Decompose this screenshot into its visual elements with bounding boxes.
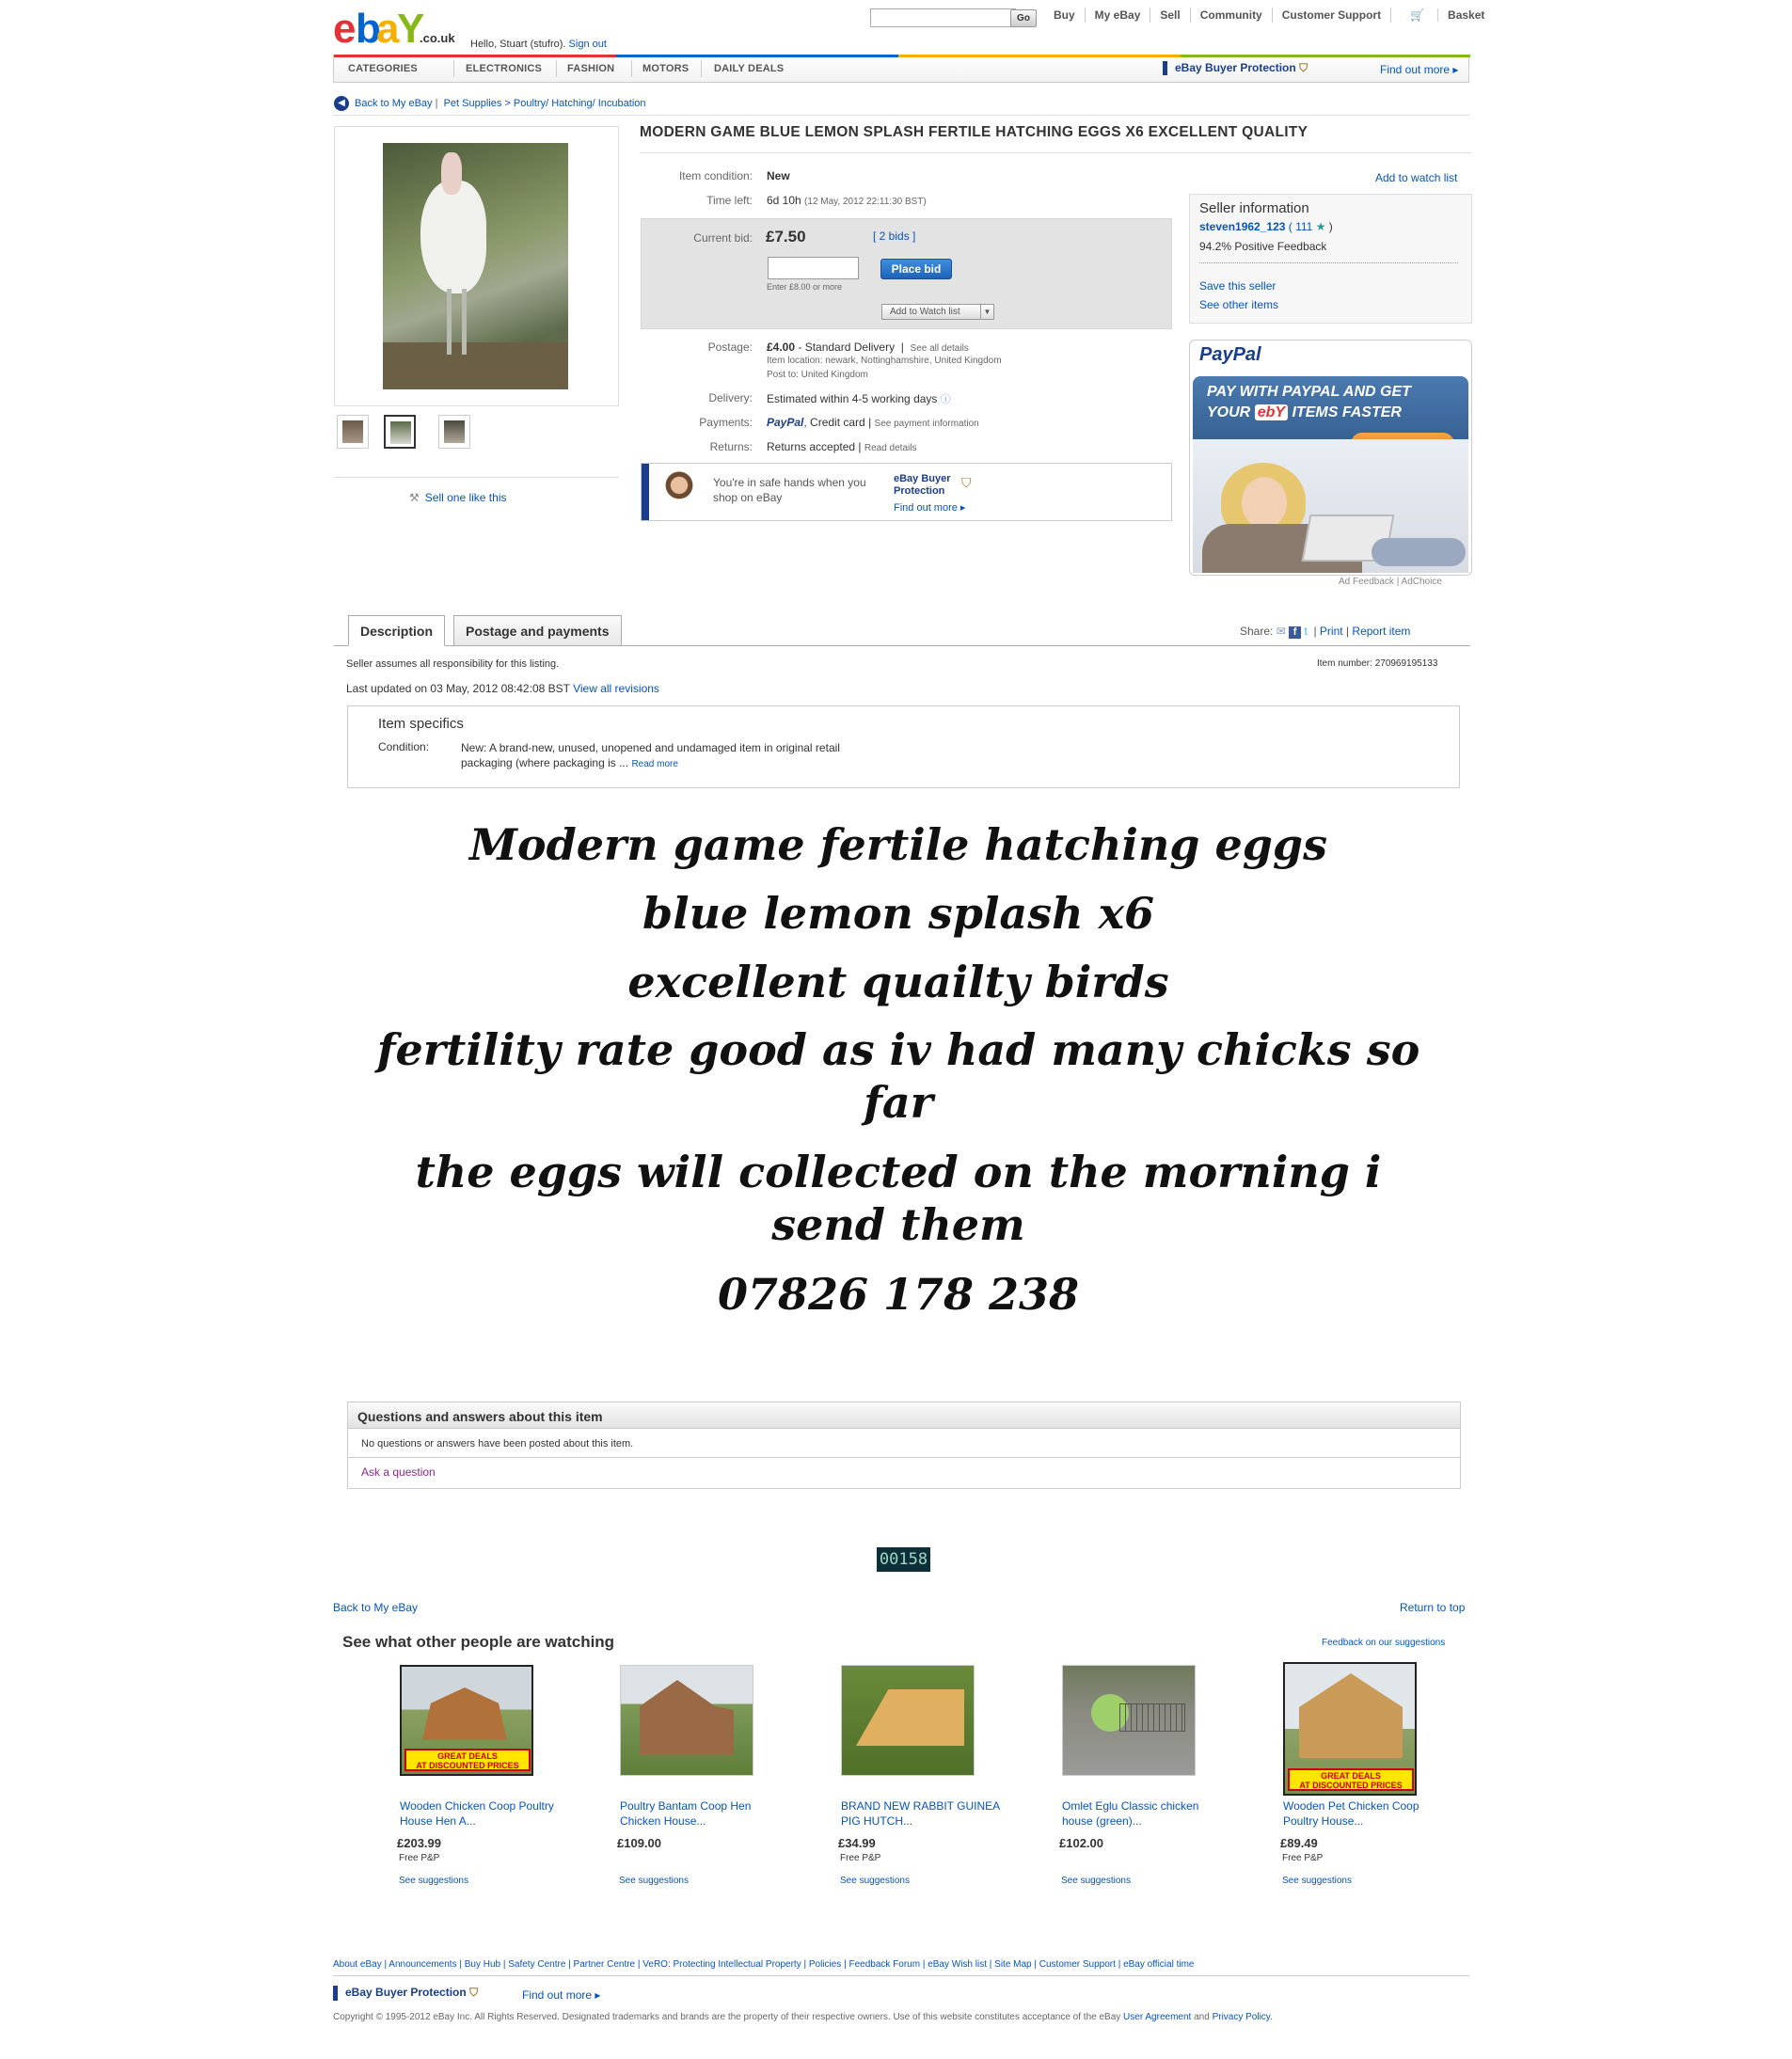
save-seller-link[interactable]: Save this seller bbox=[1199, 279, 1277, 293]
ebp-find-link[interactable]: Find out more ▸ bbox=[894, 502, 966, 514]
footer-ebp-label: eBay Buyer Protection bbox=[345, 1986, 467, 2000]
time-left-label: Time left: bbox=[706, 194, 753, 207]
color-stripe bbox=[334, 55, 616, 57]
description-line: excellent quailty birds bbox=[627, 957, 1169, 1007]
ask-question-link[interactable]: Ask a question bbox=[361, 1465, 436, 1479]
nav-community[interactable]: Community bbox=[1190, 8, 1272, 23]
safe-hands-banner[interactable] bbox=[641, 463, 1172, 521]
ebp-label: eBay Buyer Protection bbox=[894, 473, 951, 497]
place-bid-button[interactable]: Place bid bbox=[880, 259, 952, 279]
product-price: £203.99 bbox=[397, 1836, 441, 1850]
description-line: Modern game fertile hatching eggs bbox=[469, 819, 1327, 870]
updated-prefix: Last updated on bbox=[346, 682, 428, 695]
product-price: £89.49 bbox=[1280, 1836, 1318, 1850]
see-suggestions-link[interactable]: See suggestions bbox=[399, 1876, 468, 1886]
hutch-shape bbox=[856, 1689, 964, 1746]
returns-text: Returns accepted bbox=[767, 440, 856, 453]
share-row: Share: ✉ f t | Print | Report item bbox=[1240, 625, 1411, 638]
top-nav bbox=[1044, 8, 1503, 23]
bid-amount-input[interactable] bbox=[768, 257, 859, 279]
see-payment-link[interactable]: See payment information bbox=[874, 419, 979, 429]
description-line: the eggs will collected on the morning i send them bbox=[415, 1147, 1382, 1250]
watching-heading: See what other people are watching bbox=[342, 1633, 615, 1651]
item-title: MODERN GAME BLUE LEMON SPLASH FERTILE HATCHING EGGS X6 EXCELLENT QUALITY bbox=[640, 124, 1308, 140]
thumbnail-2[interactable] bbox=[384, 415, 416, 449]
product-image[interactable] bbox=[620, 1665, 753, 1776]
feedback-suggestions-link[interactable]: Feedback on our suggestions bbox=[1322, 1638, 1446, 1648]
delivery-text: Estimated within 4-5 working days bbox=[767, 392, 938, 405]
tab-postage-and-payments[interactable]: Postage and payments bbox=[453, 615, 622, 646]
sign-out-link[interactable]: Sign out bbox=[568, 39, 607, 50]
copyright-text: Copyright © 1995-2012 eBay Inc. All Rights Reserved. Designated trademarks and brands are the property of their respective owners. Use of this website constitutes acceptance of the eBay bbox=[333, 2012, 1121, 2022]
cat-motors[interactable]: MOTORS bbox=[642, 63, 690, 74]
see-suggestions-link[interactable]: See suggestions bbox=[1282, 1876, 1352, 1886]
basket-label: Basket bbox=[1437, 8, 1494, 22]
returns-label: Returns: bbox=[709, 440, 753, 453]
email-icon[interactable]: ✉ bbox=[1276, 625, 1286, 638]
logo-letter: a bbox=[376, 6, 396, 52]
cat-fashion[interactable]: FASHION bbox=[567, 63, 615, 74]
specifics-condition-label: Condition: bbox=[378, 740, 430, 753]
seller-info-box bbox=[1189, 194, 1472, 324]
color-stripe bbox=[616, 55, 898, 57]
bid-count-link[interactable]: [ 2 bids ] bbox=[873, 230, 916, 243]
nav-customer-support[interactable]: Customer Support bbox=[1272, 8, 1390, 23]
delivery-label: Delivery: bbox=[708, 391, 753, 404]
search-go-button[interactable]: Go bbox=[1010, 9, 1037, 27]
sell-one-like-this-link[interactable] bbox=[409, 491, 506, 504]
deal-line: GREAT DEALS bbox=[437, 1751, 498, 1761]
specifics-heading: Item specifics bbox=[378, 716, 464, 732]
dotted-divider bbox=[1199, 262, 1458, 263]
product-name[interactable]: Poultry Bantam Coop Hen Chicken House... bbox=[620, 1799, 752, 1828]
current-bid-value: £7.50 bbox=[766, 228, 806, 245]
ad-your: YOUR bbox=[1207, 404, 1251, 420]
ad-faster: ITEMS FASTER bbox=[1292, 404, 1402, 420]
product-name[interactable]: Wooden Pet Chicken Coop Poultry House... bbox=[1283, 1799, 1419, 1828]
payments-label: Payments: bbox=[699, 416, 753, 429]
shield-icon: ⛉ bbox=[469, 1986, 479, 2000]
thumbnail-1[interactable] bbox=[337, 415, 369, 449]
product-price: £102.00 bbox=[1059, 1836, 1103, 1850]
person-legs bbox=[1372, 538, 1466, 566]
shield-icon: ⛉ bbox=[1299, 61, 1308, 74]
item-number: Item number: 270969195133 bbox=[1317, 658, 1438, 669]
divider bbox=[333, 115, 1469, 116]
deal-line: AT DISCOUNTED PRICES bbox=[1299, 1781, 1403, 1790]
feedback-percent: 94.2% Positive Feedback bbox=[1199, 240, 1327, 253]
chevron-down-icon[interactable]: ▼ bbox=[980, 305, 993, 319]
color-stripe bbox=[1181, 55, 1470, 57]
protection-bar bbox=[642, 464, 649, 520]
read-details-link[interactable]: Read details bbox=[864, 443, 917, 453]
nav-sell[interactable]: Sell bbox=[1150, 8, 1189, 23]
divider bbox=[701, 60, 702, 77]
footer-buyer-protection[interactable] bbox=[333, 1986, 478, 2001]
divider bbox=[333, 1975, 1469, 1976]
logo-suffix: .co.uk bbox=[420, 31, 455, 45]
logo-letter: b bbox=[356, 6, 377, 52]
image-ground bbox=[383, 342, 568, 389]
product-name[interactable]: Omlet Eglu Classic chicken house (green)... bbox=[1062, 1799, 1199, 1828]
category-path-link[interactable]: Pet Supplies > Poultry/ Hatching/ Incubation bbox=[443, 97, 646, 109]
score-close: ) bbox=[1328, 220, 1333, 233]
divider bbox=[556, 60, 557, 77]
coop-shape bbox=[640, 1680, 734, 1755]
see-suggestions-link[interactable]: See suggestions bbox=[619, 1876, 689, 1886]
nav-my-ebay[interactable]: My eBay bbox=[1085, 8, 1150, 23]
chicken-neck bbox=[441, 152, 462, 195]
protection-bar bbox=[1163, 61, 1167, 75]
see-other-items-link[interactable]: See other items bbox=[1199, 298, 1279, 311]
privacy-policy-link[interactable]: Privacy Policy. bbox=[1212, 2012, 1273, 2022]
qa-divider bbox=[348, 1457, 1460, 1458]
footer-find-out-more-link[interactable]: Find out more ▸ bbox=[522, 1988, 601, 2002]
condition-label: Item condition: bbox=[678, 169, 753, 182]
description-line: blue lemon splash x6 bbox=[642, 888, 1155, 939]
product-image[interactable] bbox=[1062, 1665, 1196, 1776]
ebay-logo[interactable] bbox=[333, 6, 455, 53]
buyer-protection-badge[interactable] bbox=[1163, 61, 1308, 75]
last-updated bbox=[346, 682, 659, 695]
divider bbox=[453, 60, 454, 77]
cat-electronics[interactable]: ELECTRONICS bbox=[466, 63, 543, 74]
product-image[interactable] bbox=[400, 1665, 533, 1776]
run-shape bbox=[1119, 1703, 1185, 1732]
cat-daily-deals[interactable]: DAILY DEALS bbox=[714, 63, 785, 74]
add-to-watch-list-button[interactable] bbox=[881, 304, 994, 320]
basket-icon: 🛒 bbox=[1410, 8, 1425, 22]
paypal-logo: PayPal bbox=[767, 416, 804, 429]
product-postage: Free P&P bbox=[1282, 1853, 1324, 1863]
gavel-icon: ⚒ bbox=[409, 491, 420, 504]
deal-line: AT DISCOUNTED PRICES bbox=[416, 1761, 519, 1770]
updated-date: 03 May, 2012 08:42:08 BST bbox=[430, 682, 570, 695]
delivery-value bbox=[767, 391, 951, 406]
product-image[interactable] bbox=[841, 1665, 975, 1776]
paypal-ad-logo: PayPal bbox=[1199, 344, 1261, 365]
product-name[interactable]: BRAND NEW RABBIT GUINEA PIG HUTCH... bbox=[841, 1799, 1000, 1828]
logo-letter: e bbox=[333, 6, 353, 52]
description-line: 07826 178 238 bbox=[717, 1269, 1080, 1320]
shield-icon: ⛉ bbox=[961, 475, 972, 490]
person-face bbox=[1242, 477, 1287, 529]
read-more-link[interactable]: Read more bbox=[631, 759, 678, 769]
great-deals-badge bbox=[1288, 1768, 1414, 1791]
chicken-leg bbox=[462, 289, 467, 355]
product-postage: Free P&P bbox=[840, 1853, 881, 1863]
report-item-link[interactable]: Report item bbox=[1352, 625, 1411, 638]
visitor-counter: 00158 bbox=[877, 1547, 930, 1572]
item-location: Item location: newark, Nottinghamshire, United Kingdom bbox=[767, 356, 1002, 366]
print-link[interactable]: Print bbox=[1319, 625, 1343, 638]
description-line: fertility rate good as iv had many chicks so far bbox=[376, 1024, 1420, 1128]
postage-cost: £4.00 bbox=[767, 341, 796, 354]
condition-text: New: A brand-new, unused, unopened and undamaged item in original retail packaging (where packaging is ... bbox=[461, 741, 840, 769]
share-label: Share: bbox=[1240, 625, 1274, 638]
breadcrumb: ◀ Back to My eBay | Pet Supplies > Poultry/ Hatching/ Incubation bbox=[334, 96, 646, 111]
end-date: (12 May, 2012 22:11:30 BST) bbox=[804, 197, 927, 207]
deal-line: GREAT DEALS bbox=[1321, 1771, 1381, 1781]
product-postage: Free P&P bbox=[399, 1853, 440, 1863]
protection-label: eBay Buyer Protection bbox=[1175, 61, 1296, 74]
bid-hint: Enter £8.00 or more bbox=[767, 282, 843, 292]
back-arrow-icon[interactable]: ◀ bbox=[334, 96, 349, 111]
returns-value: Returns accepted | Read details bbox=[767, 440, 917, 453]
product-name[interactable]: Wooden Chicken Coop Poultry House Hen A... bbox=[400, 1799, 554, 1828]
twitter-icon[interactable]: t bbox=[1304, 625, 1308, 638]
add-to-watch-list-link[interactable]: Add to watch list bbox=[1375, 171, 1458, 184]
thumbnail-3[interactable] bbox=[438, 415, 470, 449]
safe-hands-text: You're in safe hands when you shop on eBay bbox=[713, 476, 866, 504]
responsibility-note: Seller assumes all responsibility for this listing. bbox=[346, 658, 560, 670]
return-to-top-link[interactable]: Return to top bbox=[1400, 1601, 1466, 1614]
facebook-icon[interactable]: f bbox=[1289, 626, 1301, 639]
ad-feedback[interactable]: Ad Feedback | AdChoice bbox=[1339, 577, 1442, 587]
search-input[interactable] bbox=[870, 8, 1016, 27]
divider bbox=[631, 60, 632, 77]
find-out-more-link[interactable]: Find out more ▸ bbox=[1380, 63, 1459, 76]
postage-type: - Standard Delivery bbox=[795, 341, 896, 354]
seller-name-link[interactable]: steven1962_123 bbox=[1199, 220, 1286, 233]
see-all-details-link[interactable]: See all details bbox=[910, 343, 969, 354]
divider bbox=[334, 477, 619, 478]
ad-photo bbox=[1193, 439, 1468, 573]
ad-line-1: PAY WITH PAYPAL AND GET bbox=[1207, 384, 1411, 400]
nav-buy[interactable]: Buy bbox=[1054, 8, 1075, 22]
and-text: and bbox=[1194, 2012, 1210, 2022]
product-price: £34.99 bbox=[838, 1836, 876, 1850]
seller-name-row bbox=[1199, 220, 1333, 233]
chicken-leg bbox=[447, 289, 452, 355]
product-price: £109.00 bbox=[617, 1836, 661, 1850]
footer-links[interactable]: About eBay | Announcements | Buy Hub | Safety Centre | Partner Centre | VeRO: Protecting Intellectual Property | Policies | Feedback Forum | eBay Wish list | Site Map | Customer Support | eBay official time bbox=[333, 1959, 1195, 1970]
payments-value: PayPal, Credit card | See payment information bbox=[767, 416, 979, 429]
qa-none: No questions or answers have been posted about this item. bbox=[361, 1438, 634, 1449]
condition-value: New bbox=[767, 169, 790, 182]
coop-shape bbox=[1299, 1673, 1403, 1758]
tab-description[interactable]: Description bbox=[348, 615, 445, 646]
see-suggestions-link[interactable]: See suggestions bbox=[840, 1876, 910, 1886]
paypal-ad[interactable] bbox=[1189, 340, 1472, 576]
product-image[interactable] bbox=[1283, 1662, 1417, 1796]
divider bbox=[640, 152, 1472, 153]
see-suggestions-link[interactable]: See suggestions bbox=[1061, 1876, 1131, 1886]
user-agreement-link[interactable]: User Agreement bbox=[1123, 2012, 1192, 2022]
item-specifics-box bbox=[347, 705, 1460, 788]
agent-avatar bbox=[655, 467, 704, 518]
info-icon[interactable]: ⓘ bbox=[940, 394, 951, 405]
specifics-condition-text bbox=[461, 740, 884, 772]
feedback-score[interactable]: ( 111 bbox=[1288, 220, 1313, 233]
logo-letter: Y bbox=[397, 6, 421, 52]
great-deals-badge bbox=[404, 1749, 531, 1771]
time-left-value bbox=[767, 194, 927, 207]
qa-box bbox=[347, 1402, 1461, 1489]
seller-heading: Seller information bbox=[1199, 200, 1309, 216]
credit-card: , Credit card bbox=[803, 416, 865, 429]
ad-ebay-logo: ebY bbox=[1255, 404, 1288, 420]
color-stripe bbox=[898, 55, 1181, 57]
view-revisions-link[interactable]: View all revisions bbox=[573, 682, 659, 695]
add-watch-label: Add to Watch list bbox=[890, 307, 960, 317]
back-to-my-ebay-link[interactable]: Back to My eBay bbox=[355, 97, 433, 109]
protection-bar bbox=[333, 1986, 338, 2001]
nav-basket[interactable] bbox=[1390, 8, 1503, 23]
qa-heading: Questions and answers about this item bbox=[348, 1402, 1460, 1429]
hello-text: Hello, Stuart (stufro). bbox=[470, 39, 566, 50]
postage-label: Postage: bbox=[707, 341, 753, 354]
chicken-body bbox=[420, 181, 486, 293]
coop-shape bbox=[422, 1687, 507, 1740]
copyright bbox=[333, 2012, 1273, 2022]
postage-value: £4.00 - Standard Delivery | See all details bbox=[767, 341, 969, 354]
back-to-my-ebay-link[interactable]: Back to My eBay bbox=[333, 1601, 419, 1614]
post-to: Post to: United Kingdom bbox=[767, 370, 868, 380]
sell-one-label: Sell one like this bbox=[424, 491, 507, 504]
cat-categories[interactable]: CATEGORIES bbox=[348, 63, 418, 74]
current-bid-label: Current bid: bbox=[693, 231, 753, 245]
ad-line-2 bbox=[1207, 404, 1402, 421]
main-item-image[interactable] bbox=[383, 143, 568, 389]
star-icon: ★ bbox=[1315, 220, 1326, 233]
greeting bbox=[470, 39, 607, 50]
time-left: 6d 10h bbox=[767, 194, 801, 207]
